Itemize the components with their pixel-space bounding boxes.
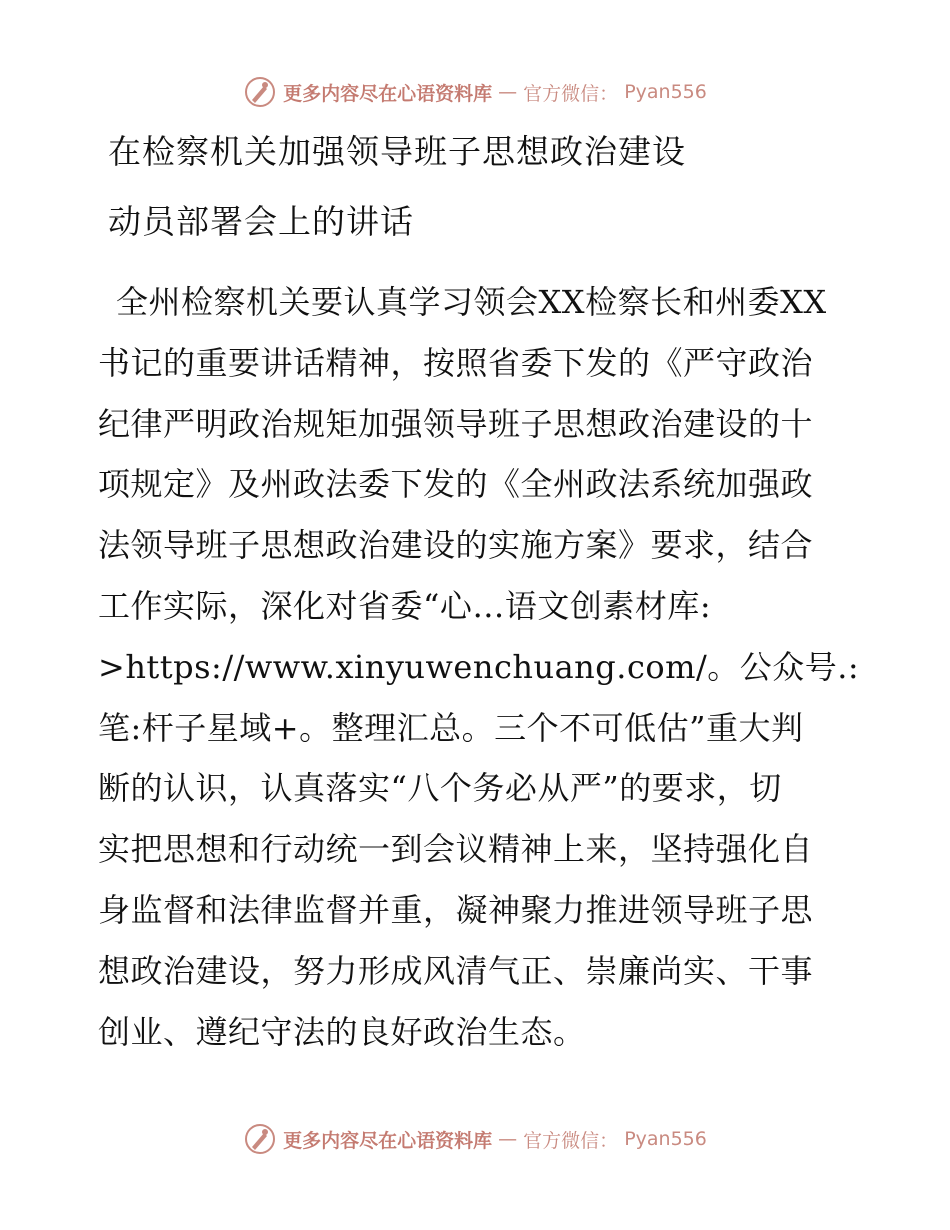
body-line: 书记的重要讲话精神，按照省委下发的《严守政治 [98, 343, 814, 382]
body-line: 工作实际，深化对省委“心…语文创素材库: [98, 586, 712, 625]
watermark-separator: — [498, 1128, 518, 1150]
pen-logo-icon [243, 1122, 277, 1156]
watermark-label: 官方微信： [523, 1129, 619, 1152]
body-line: 断的认识，认真落实“八个务必从严”的要求，切 [98, 769, 782, 808]
body-line: 全州检察机关要认真学习领会XX检察长和州委XX [116, 283, 827, 321]
body-line: 法领导班子思想政治建设的实施方案》要求，结合 [98, 526, 814, 565]
body-line: 想政治建设，努力形成风清气正、崇廉尚实、干事 [98, 951, 814, 990]
body-line: 身监督和法律监督并重，凝神聚力推进领导班子思 [98, 890, 814, 929]
body-line: 创业、遵纪守法的良好政治生态。 [98, 1012, 586, 1051]
watermark-separator: — [498, 81, 518, 103]
header-watermark [0, 72, 950, 112]
watermark-id: Pyan556 [624, 1128, 707, 1150]
body-line: 项规定》及州政法委下发的《全州政法系统加强政 [98, 465, 814, 504]
watermark-id: Pyan556 [624, 81, 707, 103]
body-line: 实把思想和行动统一到会议精神上来，坚持强化自 [98, 830, 814, 869]
footer-watermark [0, 1119, 950, 1159]
watermark-main-text: 更多内容尽在心语资料库 [283, 82, 493, 105]
body-line: >https://www.xinyuwenchuang.com/。公众号.: [98, 647, 860, 686]
watermark-label: 官方微信： [523, 82, 619, 105]
document-body [98, 272, 860, 1062]
document-title-line-2: 动员部署会上的讲话 [108, 202, 414, 241]
watermark-main-text: 更多内容尽在心语资料库 [283, 1129, 493, 1152]
body-line: 纪律严明政治规矩加强领导班子思想政治建设的十 [98, 404, 814, 443]
document-title-line-1: 在检察机关加强领导班子思想政治建设 [108, 132, 686, 171]
body-line: 笔:杆子星域+。整理汇总。三个不可低估”重大判 [98, 708, 804, 747]
pen-logo-icon [243, 75, 277, 109]
